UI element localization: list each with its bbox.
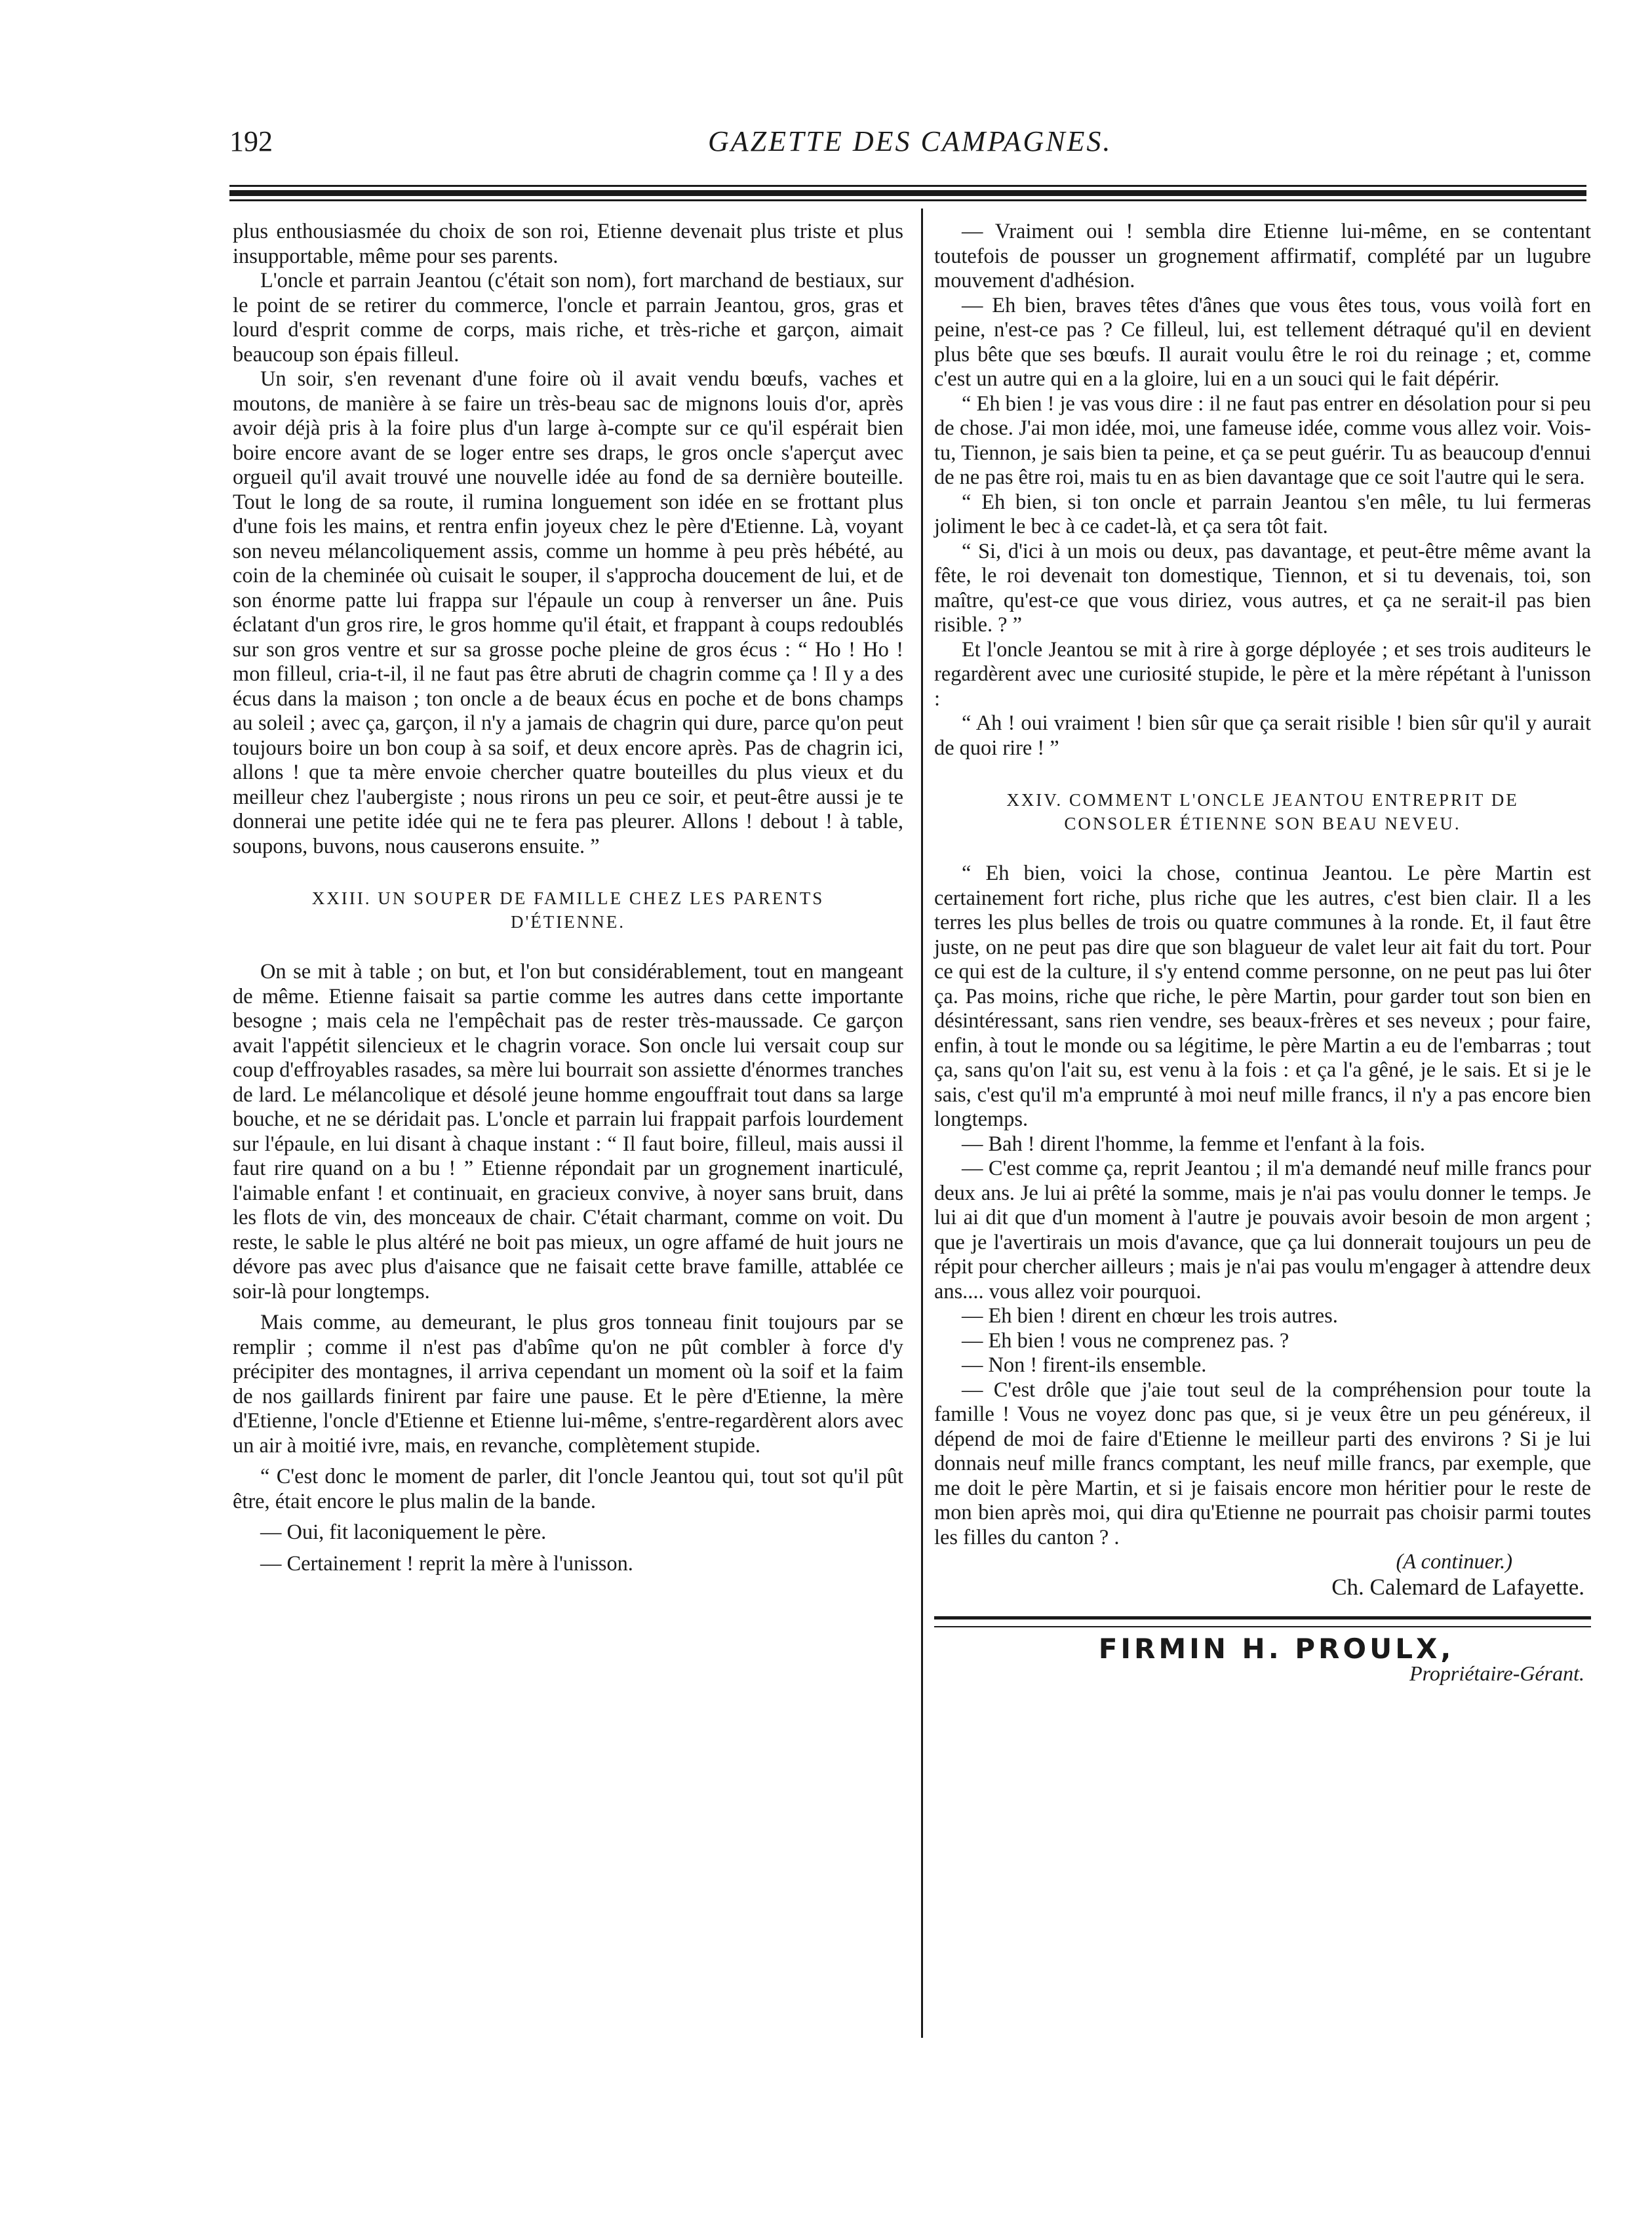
paragraph: “ Eh bien, voici la chose, continua Jeantou. Le père Martin est certainement fort riche, plus riche que les autres, c'est bien clair. Il a les terres les plus belles de trois ou quatre communes à la ronde. Et, il faut être juste, on ne peut pas dire que son blagueur de valet leur ait fait du tort. Pour ce qui est de la culture, il s'y entend comme personne, on ne peut pas lui ôter ça. Pas moins, riche que riche, le père Martin, pour garder tout son bien en désintéressant, sans rien vendre, ses beaux-frères et ses neveux ; pour faire, enfin, à tout le monde ou sa légitime, le père Martin a eu de l'embarras ; tout ça, sans qu'on l'ait su, est venu à la fois : et ça l'a gêné, je le sais. Et si je le sais, c'est qu'il m'a emprunté à moi neuf mille francs, il n'y a pas encore bien longtemps. — [934, 862, 1591, 1131]
header-rule-thin — [229, 185, 1586, 187]
paragraph: “ C'est donc le moment de parler, dit l'oncle Jeantou qui, tout sot qu'il pût être, était encore le plus malin de la bande. — [233, 1465, 903, 1513]
column-divider — [921, 209, 923, 2038]
paragraph: “ Si, d'ici à un mois ou deux, pas davantage, et peut-être même avant la fête, le roi devenait ton domestique, Tiennon, et si tu devenais, toi, son maître, qu'est-ce que vous diriez, vous autres, et ça ne serait-il pas bien risible. ? ” — [934, 539, 1591, 637]
header-rule-thick — [229, 190, 1586, 196]
paragraph: Un soir, s'en revenant d'une foire où il avait vendu bœufs, vaches et moutons, de manière à se faire un très-beau sac de mignons louis d'or, après avoir déjà pris à la foire plus d'un large à-compte sur ce qu'il espérait bien boire encore avant de se loger entre ses draps, le gros oncle s'aperçut avec orgueil qu'il avait trouvé une nouvelle idée au fond de sa dernière bouteille. Tout le long de sa route, il rumina longuement son idée en se frottant plus d'une fois les mains, et rentra enfin joyeux chez le père d'Etienne. Là, voyant son neveu mélancoliquement assis, comme un homme à peu près hébété, au coin de la cheminée où cuisait le souper, il s'approcha doucement de lui, et de son énorme patte lui frappa sur l'épaule un coup à renverser un âne. Puis éclatant d'un gros rire, le gros homme qu'il était, et frappant à coups redoublés sur son gros ventre et sur sa grosse poche pleine de gros écus : “ Ho ! Ho ! mon filleul, cria-t-il, il ne faut pas être abruti de chagrin comme ça ! Il y a des écus dans la maison ; ton oncle a de beaux écus en poche et de bons champs au soleil ; avec ça, garçon, il n'y a jamais de chagrin qui dure, parce qu'on peut toujours boire un bon coup à sa soif, et deux encore après. Pas de chagrin ici, allons ! que ta mère envoie chercher quatre bouteilles du plus vieux et du meilleur chez l'aubergiste ; nous rirons un peu ce soir, et peut-être aussi je te donnerai une petite idée qui ne te fera pas pleurer. Allons ! debout ! à table, soupons, buvons, nous causerons ensuite. ” — [233, 367, 903, 858]
footer-rule-thin — [934, 1626, 1591, 1627]
section-heading-line: XXIV. COMMENT L'ONCLE JEANTOU ENTREPRIT DE — [1006, 790, 1519, 810]
section-heading-line: XXIII. UN SOUPER DE FAMILLE CHEZ LES PARENTS — [311, 888, 825, 908]
paragraph: — Eh bien ! dirent en chœur les trois autres. — [962, 1304, 1338, 1328]
section-heading-xxiv — [934, 788, 1591, 835]
left-column — [233, 220, 903, 1576]
paragraph: — Certainement ! reprit la mère à l'unisson. — [260, 1551, 633, 1576]
author-signature: Ch. Calemard de Lafayette. — [1331, 1574, 1584, 1600]
paragraph: “ Ah ! oui vraiment ! bien sûr que ça serait risible ! bien sûr qu'il y aurait de quoi rire ! ” — [934, 711, 1591, 760]
page-number: 192 — [229, 125, 273, 157]
paragraph: Et l'oncle Jeantou se mit à rire à gorge déployée ; et ses trois auditeurs le regardèrent avec une curiosité stupide, le père et la mère répétant à l'unisson : — [934, 637, 1591, 711]
right-column — [934, 220, 1591, 1686]
paragraph: L'oncle et parrain Jeantou (c'était son nom), fort marchand de bestiaux, sur le point de se retirer du commerce, l'oncle et parrain Jeantou, gros, gras et lourd d'esprit comme de corps, mais riche, et très-riche et garçon, aimait beaucoup son épais filleul. — [233, 269, 903, 367]
header-rule-thin-lower — [229, 199, 1586, 201]
section-heading-line: D'ÉTIENNE. — [510, 912, 626, 932]
section-heading-line: CONSOLER ÉTIENNE SON BEAU NEVEU. — [1064, 814, 1461, 833]
paragraph: “ Eh bien ! je vas vous dire : il ne faut pas entrer en désolation pour si peu de chose. J'ai mon idée, moi, une fameuse idée, comme vous allez voir. Vois-tu, Tiennon, je sais bien ta peine, et ça se peut guérir. Tu as beaucoup d'ennui de ne pas être roi, mais tu en as bien davantage que ce soit l'autre qui le sera. — [934, 391, 1591, 489]
publisher-name: FIRMIN H. PROULX, — [1098, 1633, 1455, 1665]
paragraph: On se mit à table ; on but, et l'on but considérablement, tout en mangeant de même. Etienne faisait sa partie comme les autres dans cette importante besogne ; mais cela ne l'empêchait pas de rester très-maussade. Ce garçon avait l'appétit silencieux et le chagrin vorace. Son oncle lui versait coup sur coup d'effroyables rasades, sa mère lui bourrait son assiette d'énormes tranches de lard. Le mélancolique et désolé jeune homme engouffrait tout dans sa large bouche, et ne se déridait pas. L'oncle et parrain lui frappait parfois lourdement sur l'épaule, en lui disant à chaque instant : “ Il faut boire, filleul, mais aussi il faut rire quand on a bu ! ” Etienne répondait par un grognement inarticulé, l'aimable enfant ! et continuait, en gracieux convive, à noyer sans bruit, dans les flots de vin, des monceaux de chair. C'était charmant, comme on voit. Du reste, le sable le plus altéré ne boit pas mieux, un ogre affamé de huit jours ne dévore pas avec plus d'aisance que ne faisait cette brave famille, attablée ce soir-là pour longtemps. — [233, 960, 903, 1303]
paragraph: — Oui, fit laconiquement le père. — [260, 1520, 547, 1544]
footer-rule-thick — [934, 1616, 1591, 1620]
publication-title: GAZETTE DES CAMPAGNES. — [708, 125, 1112, 157]
continuation-note: (A continuer.) — [1396, 1550, 1512, 1574]
paragraph: — Bah ! dirent l'homme, la femme et l'enfant à la fois. — [962, 1132, 1425, 1156]
section-heading-xxiii — [233, 886, 903, 934]
paragraph: “ Eh bien, si ton oncle et parrain Jeantou s'en mêle, tu lui fermeras joliment le bec à ce cadet-là, et ça sera tôt fait. — [934, 490, 1591, 538]
paragraph: — Eh bien ! vous ne comprenez pas. ? — [962, 1328, 1289, 1353]
paragraph: — Vraiment oui ! sembla dire Etienne lui-même, en se contentant toutefois de pousser un grognement affirmatif, complété par un lugubre mouvement d'adhésion. — [934, 220, 1591, 292]
publisher-role: Propriétaire-Gérant. — [1409, 1661, 1584, 1685]
paragraph: — C'est comme ça, reprit Jeantou ; il m'a demandé neuf mille francs pour deux ans. Je lui ai prêté la somme, mais je n'ai pas voulu donner le temps. Je lui ai dit que d'un moment à l'autre je pouvais avoir besoin de mon argent ; que je l'avertirais un mois d'avance, que ça lui donnerait toujours un peu de répit pour chercher ailleurs ; mais je n'ai pas voulu m'engager à attendre deux ans.... vous allez voir pourquoi. — [934, 1157, 1591, 1303]
paragraph: Mais comme, au demeurant, le plus gros tonneau finit toujours par se remplir ; comme il n'est pas d'abîme qu'on ne pût combler à force d'y précipiter des montagnes, il arriva cependant un moment où la soif et la faim de nos gaillards finirent par faire une pause. Et le père d'Etienne, la mère d'Etienne, l'oncle d'Etienne et Etienne lui-même, s'entre-regardèrent alors avec un air à moitié ivre, mais, en revanche, complètement stupide. — [233, 1311, 903, 1458]
paragraph: — Non ! firent-ils ensemble. — [962, 1353, 1207, 1377]
paragraph: — C'est drôle que j'aie tout seul de la compréhension pour toute la famille ! Vous ne voyez donc pas que, si je veux être un peu généreux, il dépend de moi de faire d'Etienne le meilleur parti des environs ? Si je lui donnais neuf mille francs comptant, les neuf mille francs, par exemple, que me doit le père Martin, et si je faisais encore mon héritier pour le reste de mon bien après moi, qui dira qu'Etienne ne pourrait pas choisir parmi toutes les filles du canton ? . — [934, 1378, 1591, 1549]
paragraph: plus enthousiasmée du choix de son roi, Etienne devenait plus triste et plus insupportable, même pour ses parents. — [233, 220, 903, 268]
paragraph: — Eh bien, braves têtes d'ânes que vous êtes tous, vous voilà fort en peine, n'est-ce pas ? Ce filleul, lui, est tellement détraqué qu'il en devient plus bête que ses bœufs. Il aurait voulu être le roi du reinage ; et, comme c'est un autre qui en a la gloire, lui en a un souci qui le fait dépérir. — [934, 293, 1591, 391]
